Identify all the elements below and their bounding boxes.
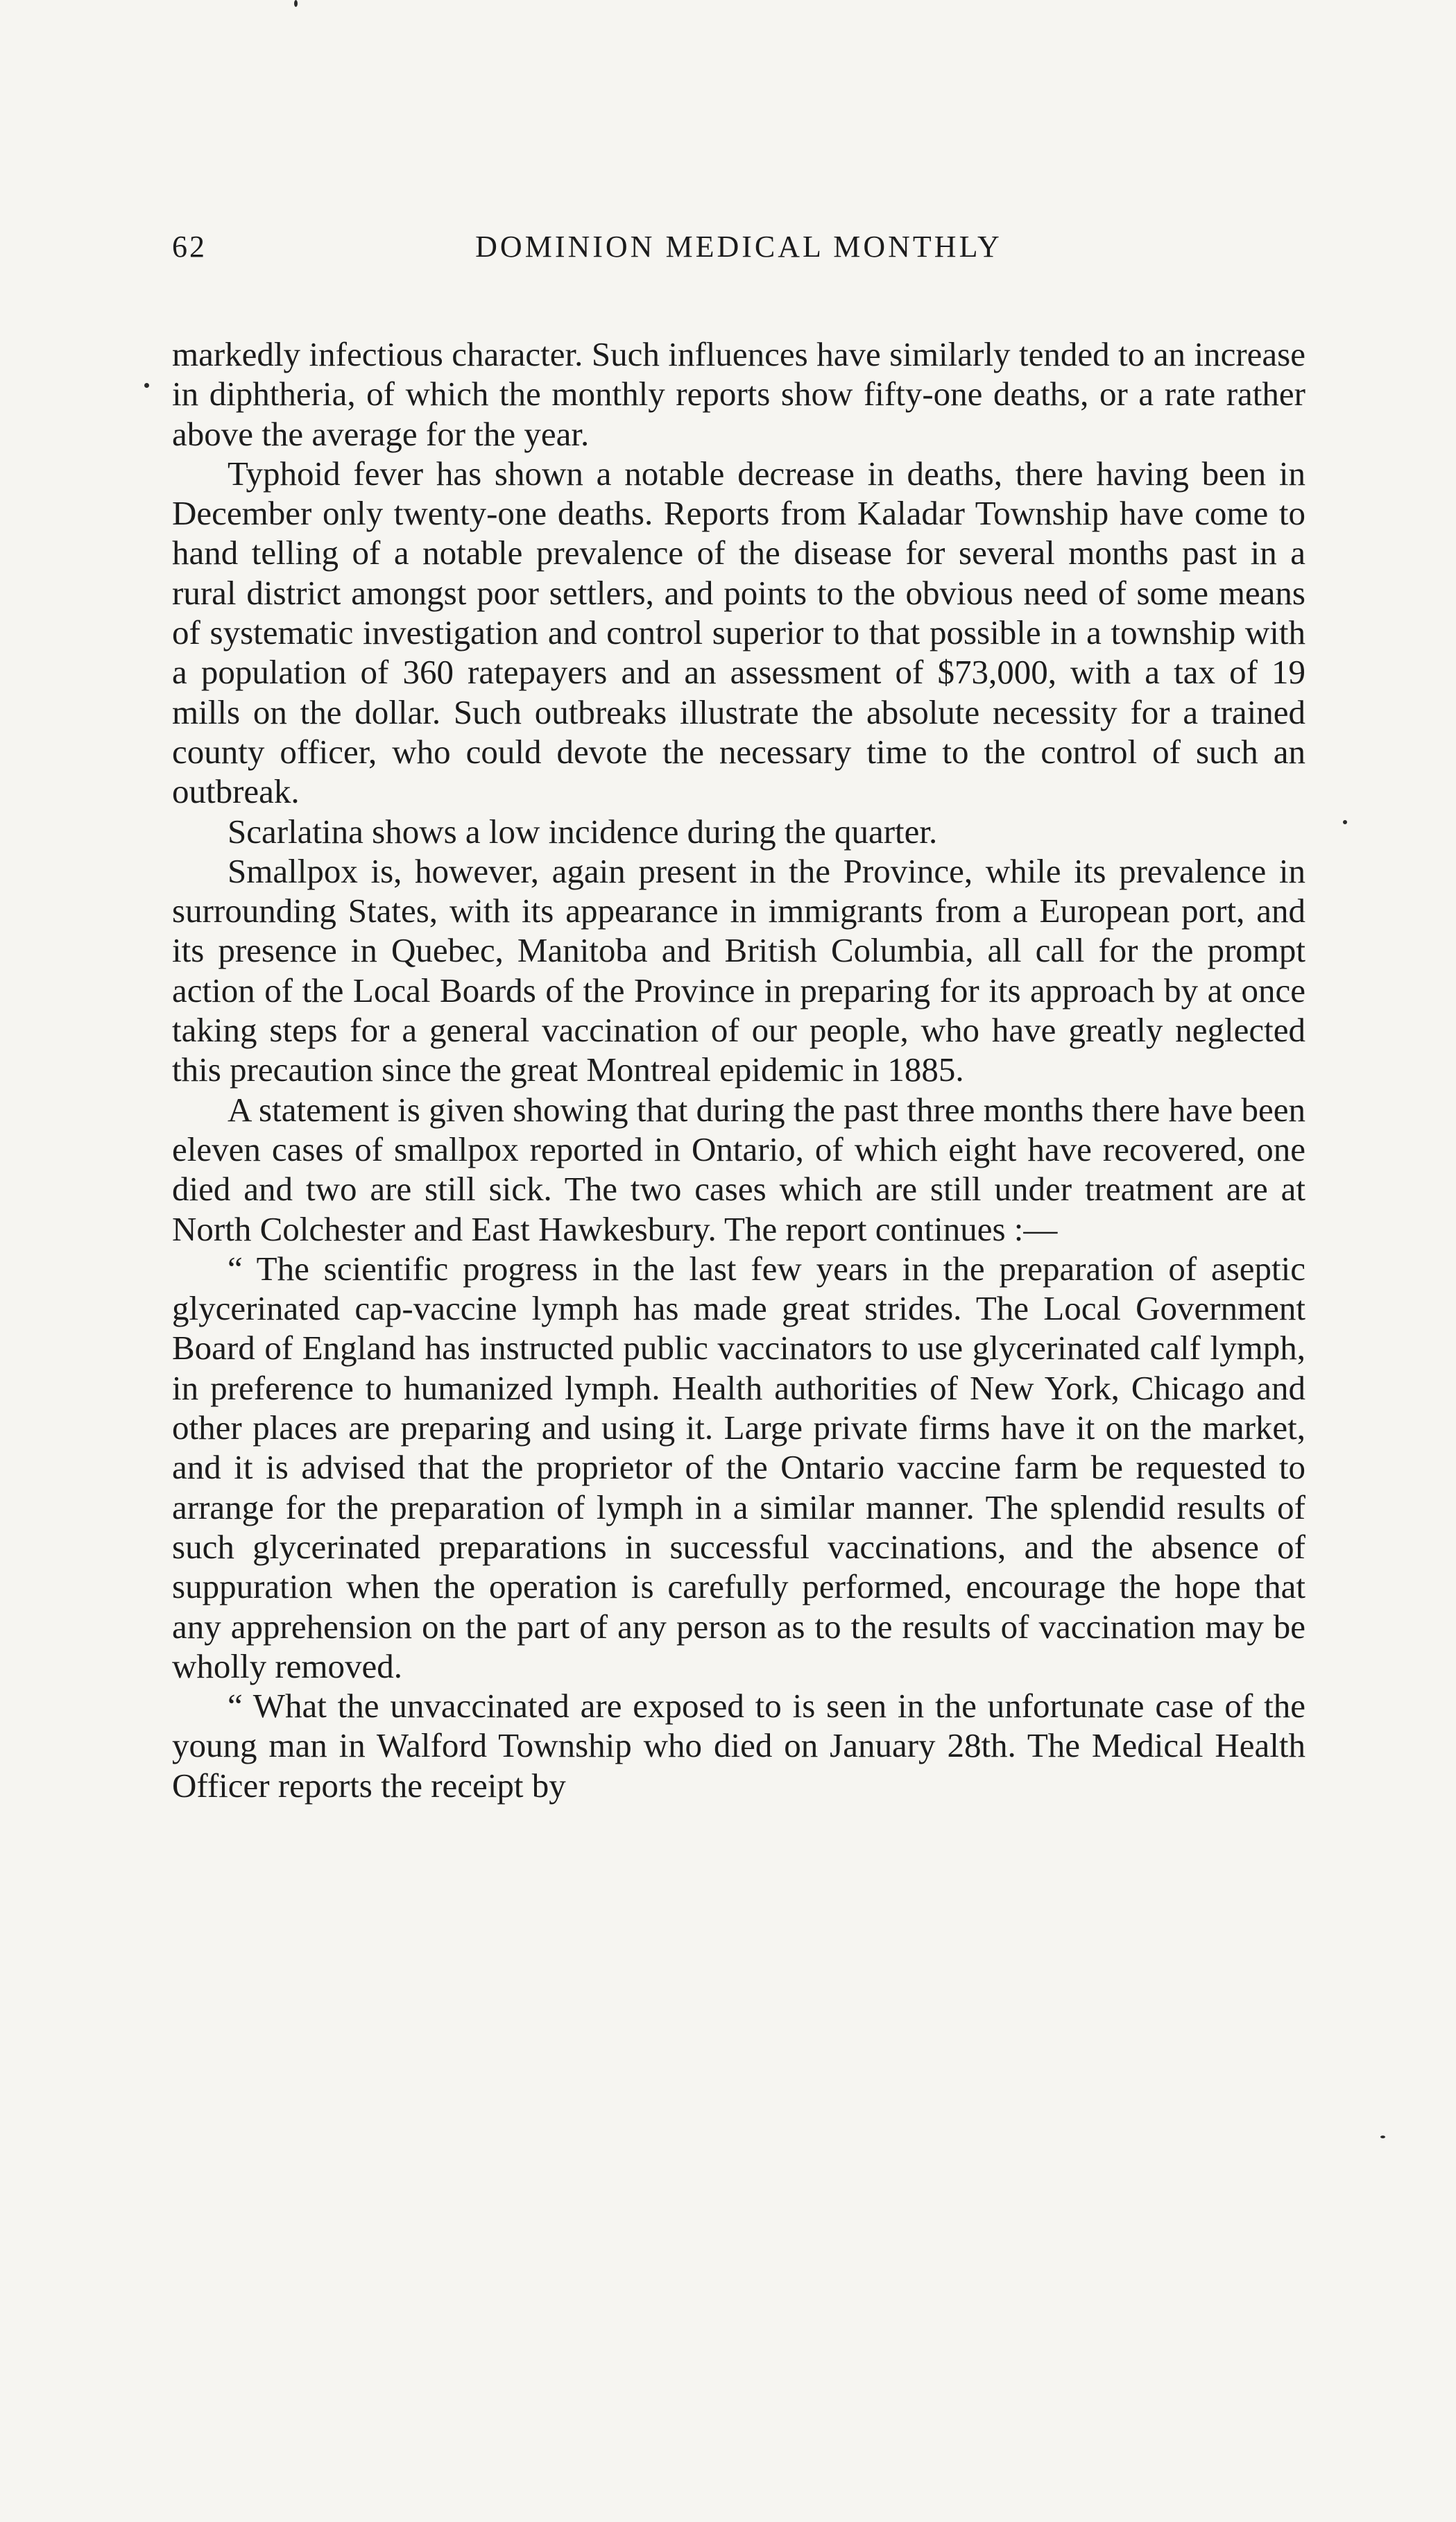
article-body: [172, 334, 1305, 1805]
page-header: [172, 229, 1305, 278]
page-number: 62: [172, 230, 207, 264]
book-page: [172, 229, 1305, 1805]
paragraph-lymph-quote: “ The scientific progress in the last few years in the preparation of aseptic glycerinated cap-vaccine lymph has made great strides. The Local Government Board of England has instructed public vaccinators to use glycerinated calf lymph, in preference to humanized lymph. Health authorities of New York, Chicago and other places are preparing and using it. Large private firms have it on the market, and it is advised that the proprietor of the Ontario vaccine farm be requested to arrange for the preparation of lymph in a similar manner. The splendid results of such glycerinated preparations in successful vaccinations, and the absence of suppuration when the operation is carefully performed, encourage the hope that any apprehension on the part of any person as to the results of vaccination may be wholly removed.: [172, 1249, 1305, 1685]
scan-speck: [144, 383, 149, 388]
paragraph-smallpox: Smallpox is, however, again present in the Province, while its prevalence in surrounding States, with its appearance in immigrants from a European port, and its presence in Quebec, Manitoba and British Columbia, all call for the prompt action of the Local Boards of the Province in preparing for its approach by at once taking steps for a general vaccination of our people, who have greatly neglected this precaution since the great Montreal epidemic in 1885.: [172, 851, 1305, 1089]
paragraph-unvaccinated-quote: “ What the unvaccinated are exposed to is seen in the unfortunate case of the young man in Walford Township who died on January 28th. The Medical Health Officer reports the receipt by: [172, 1687, 1305, 1805]
running-title: DOMINION MEDICAL MONTHLY: [475, 230, 1002, 264]
paragraph-typhoid: Typhoid fever has shown a notable decrease in deaths, there having been in December only twenty-one deaths. Reports from Kaladar Township have come to hand telling of a notable prevalence of the disease for several months past in a rural district amongst poor settlers, and points to the obvious need of some means of systematic investigation and control superior to that possible in a township with a population of 360 ratepayers and an assessment of $73,000, with a tax of 19 mills on the dollar. Such outbreaks illustrate the absolute necessity for a trained county officer, who could devote the necessary time to the control of such an outbreak.: [172, 454, 1305, 811]
scan-speck: [1380, 2136, 1385, 2138]
scan-speck: [1343, 820, 1347, 824]
paragraph-scarlatina: Scarlatina shows a low incidence during the quarter.: [228, 812, 938, 851]
paragraph-diphtheria: markedly infectious character. Such influences have similarly tended to an increase in diphtheria, of which the monthly reports show fifty-one deaths, or a rate rather above the average for the year.: [172, 335, 1305, 453]
scan-speck: [294, 0, 298, 7]
paragraph-statement: A statement is given showing that during the past three months there have been eleven cases of smallpox reported in Ontario, of which eight have recovered, one died and two are still sick. The two cases which are still under treatment are at North Colchester and East Hawkesbury. The report continues :—: [172, 1090, 1305, 1248]
